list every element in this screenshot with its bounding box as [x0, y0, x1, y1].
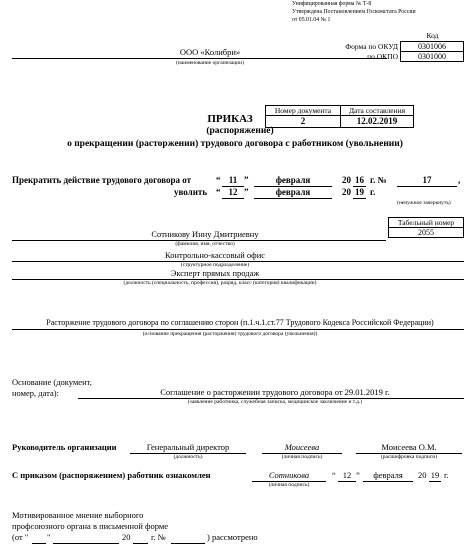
ack-year-line	[429, 481, 441, 482]
terminate-label: Прекратить действие трудового договора от	[12, 175, 192, 185]
dismiss-day: 12	[228, 187, 238, 197]
union-year-label: г. №	[151, 532, 166, 542]
union-text	[12, 510, 168, 532]
acknowledgement-year-prefix: 20	[418, 470, 427, 480]
director-name: Моисеева О.М.	[381, 442, 437, 452]
acknowledgement-label: С приказом (распоряжением) работник ознакомлен	[12, 470, 211, 480]
basis-caption: (заявление работника, служебная записка, медицинское заключение и т.д.)	[187, 399, 363, 405]
union-line1: Мотивированное мнение выборного	[12, 510, 144, 520]
dismiss-year-suffix: 19	[355, 187, 364, 197]
department: Контрольно-кассовый офис	[164, 250, 266, 260]
ack-day-open-quote: “	[332, 470, 336, 480]
basis-label-line1: Основание (документ,	[12, 377, 92, 387]
dismiss-day-close-quote: ”	[244, 187, 249, 197]
union-month-line	[53, 543, 119, 544]
order-title: ПРИКАЗ	[207, 113, 253, 125]
union-line2: профсоюзного органа в письменной форме	[12, 521, 169, 531]
tab-number-table	[388, 217, 464, 238]
contract-number-line	[397, 186, 457, 187]
order-description: о прекращении (расторжении) трудового договора с работником (увольнении)	[67, 139, 403, 149]
from-day: 11	[228, 175, 238, 185]
basis-text: Соглашение о расторжении трудового договора от 29.01.2019 г.	[160, 387, 390, 397]
okpo-value: 0301000	[401, 52, 464, 62]
form-header-note	[292, 0, 416, 24]
employee-name: Сотникову Инну Дмитриевну	[151, 229, 259, 239]
employee-name-caption: (фамилия, имя, отчество)	[175, 241, 235, 247]
union-number-line	[171, 543, 205, 544]
okud-value: 0301006	[401, 42, 464, 52]
position-caption: (должность (специальность, профессия), разряд, класс (категория) квалификации)	[123, 280, 317, 286]
tab-number-label: Табельный номер	[389, 218, 464, 228]
director-signature: Моисеева	[284, 442, 320, 452]
doc-number-label: Номер документа	[266, 106, 341, 116]
acknowledgement-day: 12	[342, 470, 352, 480]
director-position-caption: (должность)	[173, 454, 203, 460]
order-number-date-table	[265, 105, 414, 128]
acknowledgement-year-suffix: 19	[430, 470, 440, 480]
dismiss-month-line	[254, 198, 332, 199]
acknowledgement-signature: Сотникова	[268, 470, 310, 480]
union-day-close-quote: "	[47, 532, 51, 542]
from-year-prefix: 20	[342, 175, 351, 185]
tab-number: 2055	[389, 228, 464, 238]
organization-name: ООО «Колибри»	[179, 47, 241, 57]
organization-underline	[12, 58, 387, 59]
basis-label	[12, 377, 92, 399]
grounds-text: Расторжение трудового договора по соглашению сторон (п.1.ч.1.ст.77 Трудового Кодекса Российской Федерации)	[46, 318, 434, 327]
director-name-caption: (расшифровка подписи)	[380, 454, 438, 460]
ack-day-close-quote: ”	[356, 470, 360, 480]
dismiss-day-open-quote: “	[216, 187, 221, 197]
dismiss-year-line	[353, 198, 366, 199]
strike-note: (ненужное зачеркнуть)	[397, 200, 451, 206]
kod-label: Код	[426, 31, 439, 40]
director-position: Генеральный директор	[146, 442, 230, 452]
position: Эксперт прямых продаж	[170, 268, 260, 278]
codes-table	[400, 41, 464, 62]
ack-day-line	[338, 481, 356, 482]
dismiss-year-prefix: 20	[342, 187, 351, 197]
director-signature-caption: (личная подпись)	[281, 454, 323, 460]
organization-caption: (наименование организации)	[176, 60, 244, 66]
union-suffix: ) рассмотрено	[207, 532, 258, 542]
doc-date-label: Дата составления	[341, 106, 414, 116]
from-year-suffix: 16	[355, 175, 364, 185]
department-caption: (структурное подразделение)	[180, 262, 250, 268]
form-number-line: Унифицированная форма № Т-8	[292, 1, 372, 7]
from-day-close-quote: ”	[244, 175, 249, 185]
okpo-label: по ОКПО	[367, 52, 398, 61]
form-approval-date-line: от 05.01.04 № 1	[292, 17, 331, 23]
grounds-line	[12, 329, 464, 330]
order-subtitle: (распоряжение)	[206, 126, 274, 136]
dismiss-month: февраля	[275, 187, 311, 197]
doc-date: 12.02.2019	[341, 116, 414, 128]
dismiss-label: уволить	[174, 187, 208, 197]
acknowledgement-signature-caption: (личная подпись)	[268, 482, 310, 488]
contract-number-label: г. №	[370, 175, 387, 185]
from-day-open-quote: “	[216, 175, 221, 185]
dismiss-year-label: г.	[370, 187, 376, 197]
director-label: Руководитель организации	[12, 442, 117, 452]
contract-number: 17	[422, 175, 432, 185]
okud-label: Форма по ОКУД	[345, 42, 398, 51]
union-year-prefix: 20	[122, 532, 131, 542]
ack-month-line	[363, 481, 413, 482]
union-prefix: (от "	[12, 532, 29, 542]
form-approval-line: Утверждена Постановлением Госкомстата России	[292, 9, 416, 15]
dismiss-day-line	[222, 198, 244, 199]
grounds-caption: (основание прекращения (расторжения) трудового договора (увольнения))	[142, 331, 318, 337]
acknowledgement-month: февраля	[373, 470, 403, 480]
acknowledgement-year-label: г.	[444, 470, 449, 480]
from-month: февраля	[275, 175, 311, 185]
doc-number: 2	[266, 116, 341, 128]
union-year-line	[133, 543, 148, 544]
union-day-line	[32, 543, 46, 544]
basis-label-line2: номер, дата):	[12, 388, 59, 398]
contract-number-comma: ,	[458, 175, 461, 185]
